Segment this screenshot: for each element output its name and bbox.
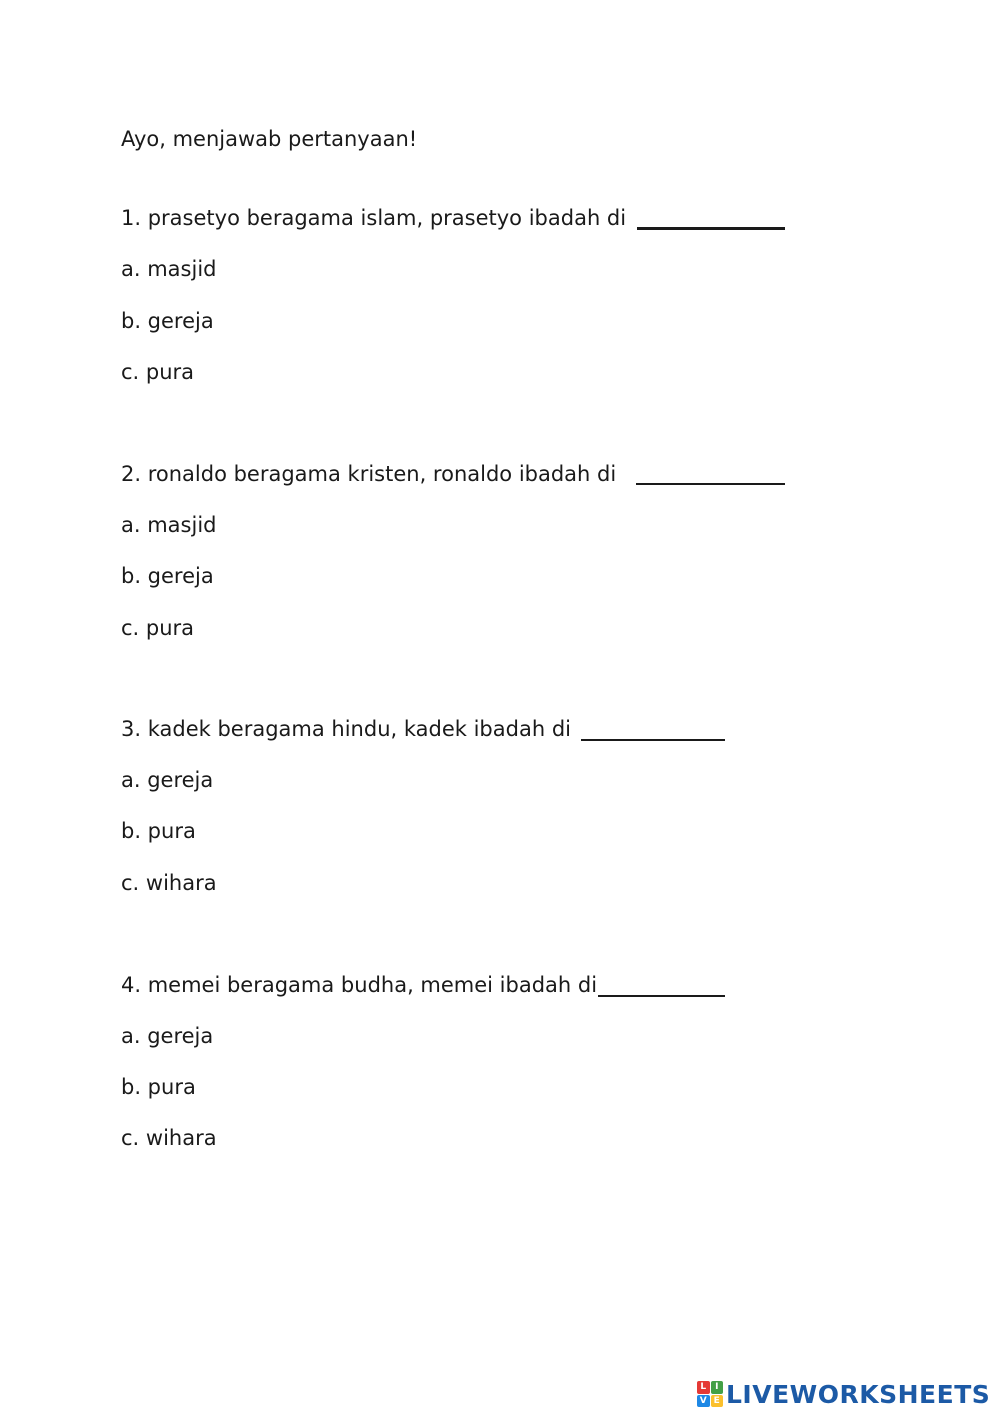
question-3-text: 3. kadek beragama hindu, kadek ibadah di <box>121 717 571 741</box>
brand-name: LIVEWORKSHEETS <box>726 1379 991 1409</box>
question-1-option-c[interactable]: c. pura <box>121 360 195 384</box>
question-4-answer-blank[interactable] <box>598 995 725 997</box>
question-4-text: 4. memei beragama budha, memei ibadah di <box>121 973 598 997</box>
logo-letter-l: L <box>697 1381 710 1394</box>
question-2-option-c[interactable]: c. pura <box>121 616 195 640</box>
question-1-text: 1. prasetyo beragama islam, prasetyo ibadah di <box>121 206 627 230</box>
liveworksheets-logo-icon <box>697 1381 723 1407</box>
logo-letter-v: V <box>697 1395 710 1408</box>
instruction-heading: Ayo, menjawab pertanyaan! <box>121 127 418 151</box>
question-1-answer-blank[interactable] <box>637 227 785 230</box>
question-2-answer-blank[interactable] <box>636 483 785 485</box>
question-4-option-c[interactable]: c. wihara <box>121 1126 217 1150</box>
question-1-option-b[interactable]: b. gereja <box>121 309 214 333</box>
question-3-option-b[interactable]: b. pura <box>121 819 196 843</box>
question-2-text: 2. ronaldo beragama kristen, ronaldo ibadah di <box>121 462 617 486</box>
logo-letter-e: E <box>711 1395 724 1408</box>
question-3-option-c[interactable]: c. wihara <box>121 871 217 895</box>
logo-letter-i: I <box>711 1381 724 1394</box>
question-1-option-a[interactable]: a. masjid <box>121 257 217 281</box>
question-2-option-b[interactable]: b. gereja <box>121 564 214 588</box>
question-4-option-a[interactable]: a. gereja <box>121 1024 214 1048</box>
question-3-option-a[interactable]: a. gereja <box>121 768 214 792</box>
question-3-answer-blank[interactable] <box>581 739 725 741</box>
question-4-option-b[interactable]: b. pura <box>121 1075 196 1099</box>
liveworksheets-brand <box>697 1378 990 1410</box>
question-2-option-a[interactable]: a. masjid <box>121 513 217 537</box>
